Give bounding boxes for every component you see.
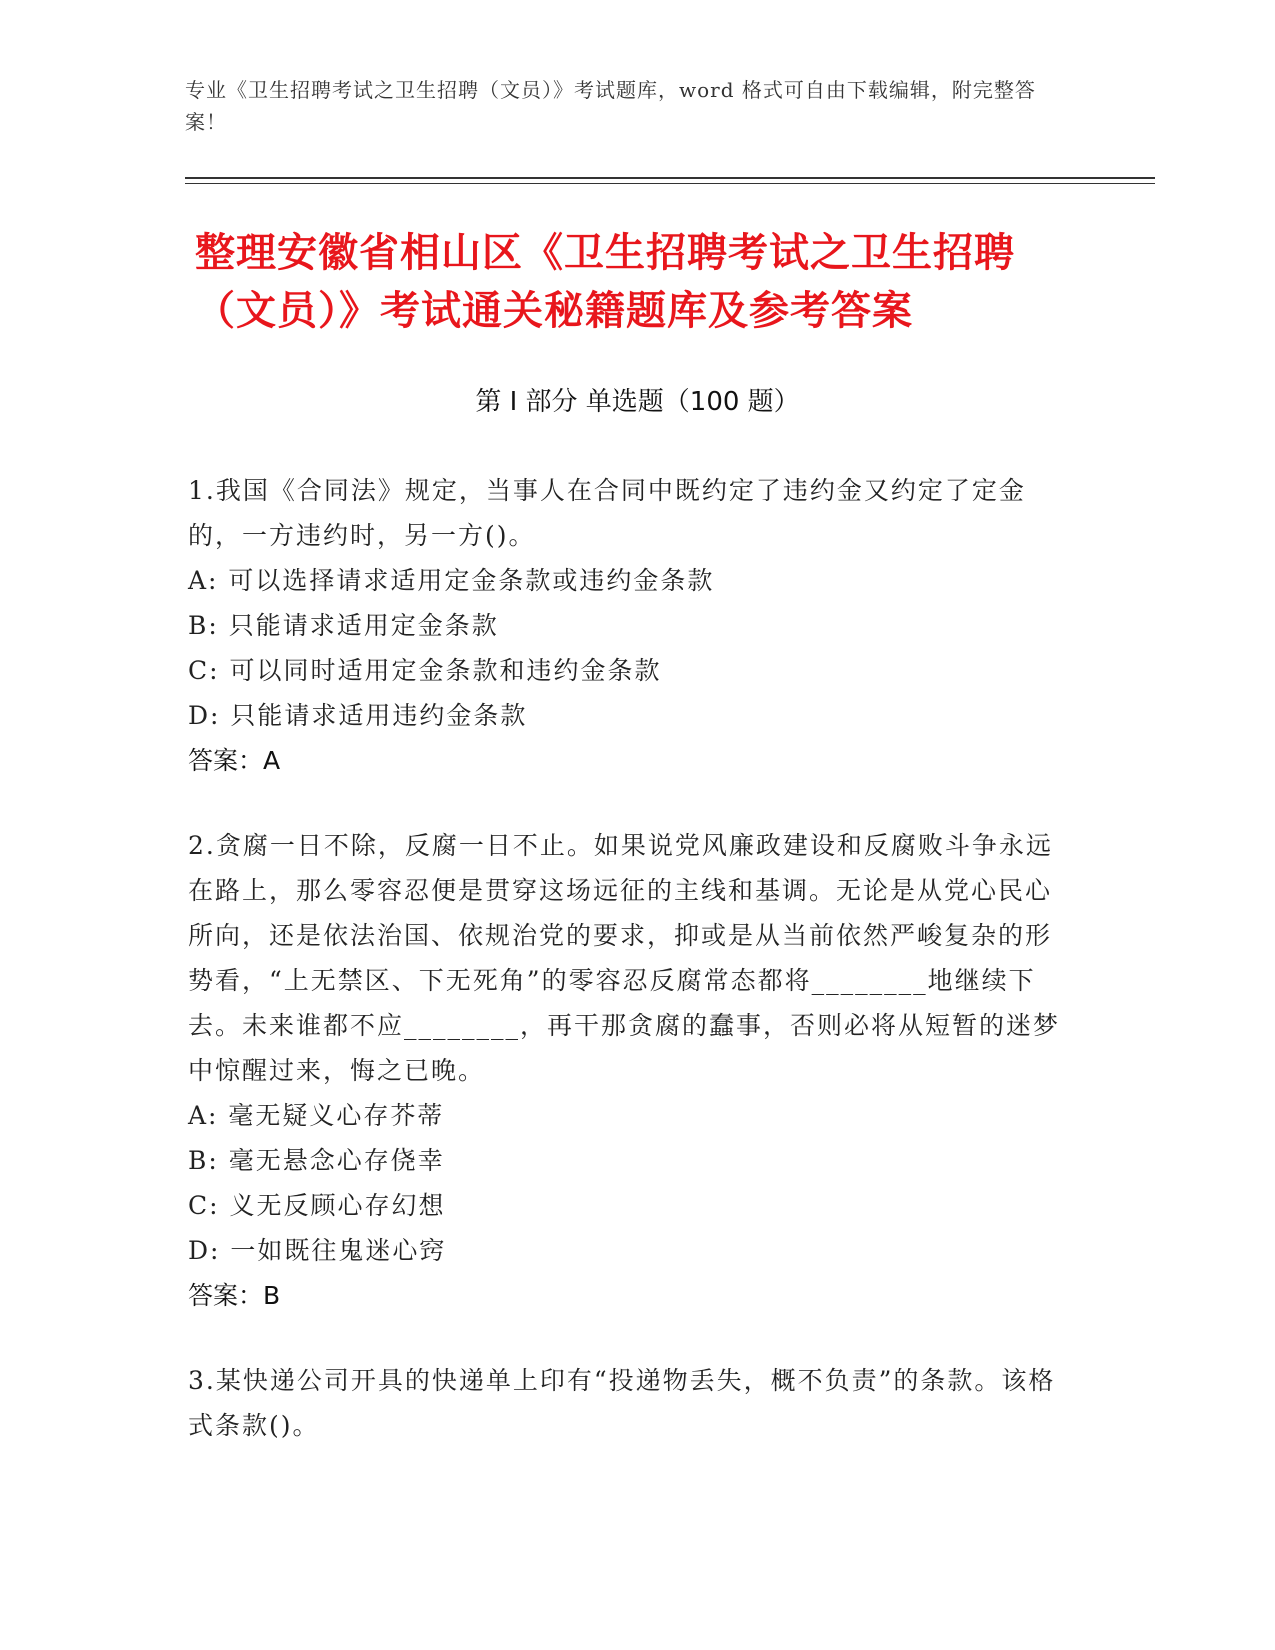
option-c: C: 义无反顾心存幻想 — [188, 1191, 446, 1220]
question-2 — [188, 823, 1068, 1318]
question-stem: 1.我国《合同法》规定，当事人在合同中既约定了违约金又约定了定金的，一方违约时，另一方()。 — [188, 476, 1026, 550]
header-rule-thick — [185, 177, 1155, 179]
option-c: C: 可以同时适用定金条款和违约金条款 — [188, 656, 662, 685]
header-note: 专业《卫生招聘考试之卫生招聘（文员）》考试题库，word 格式可自由下载编辑，附完整答案！ — [185, 78, 1036, 134]
document-title: 整理安徽省相山区《卫生招聘考试之卫生招聘（文员）》考试通关秘籍题库及参考答案 — [195, 230, 1015, 334]
answer: 答案：B — [188, 1281, 281, 1310]
question-stem: 3.某快递公司开具的快递单上印有“投递物丢失，概不负责”的条款。该格式条款()。 — [188, 1366, 1056, 1440]
question-stem: 2.贪腐一日不除，反腐一日不止。如果说党风廉政建设和反腐败斗争永远在路上，那么零容忍便是贯穿这场远征的主线和基调。无论是从党心民心所向，还是依法治国、依规治党的要求，抑或是从当前依然严峻复杂的形势看，“上无禁区、下无死角”的零容忍反腐常态都将________地继续下去。未来谁都不应________，再干那贪腐的蠢事，否则必将从短暂的迷梦中惊醒过来，悔之已晚。 — [188, 831, 1061, 1085]
answer: 答案：A — [188, 746, 281, 775]
option-a: A: 毫无疑义心存芥蒂 — [188, 1101, 445, 1130]
option-a: A: 可以选择请求适用定金条款或违约金条款 — [188, 566, 715, 595]
option-d: D: 一如既往鬼迷心窍 — [188, 1236, 447, 1265]
header-rule-thin — [185, 183, 1155, 184]
question-3 — [188, 1358, 1068, 1448]
option-d: D: 只能请求适用违约金条款 — [188, 701, 528, 730]
section-title: 第 I 部分 单选题（100 题） — [475, 387, 800, 417]
option-b: B: 只能请求适用定金条款 — [188, 611, 499, 640]
question-1 — [188, 468, 1068, 783]
option-b: B: 毫无悬念心存侥幸 — [188, 1146, 445, 1175]
question-list — [188, 468, 1068, 1488]
